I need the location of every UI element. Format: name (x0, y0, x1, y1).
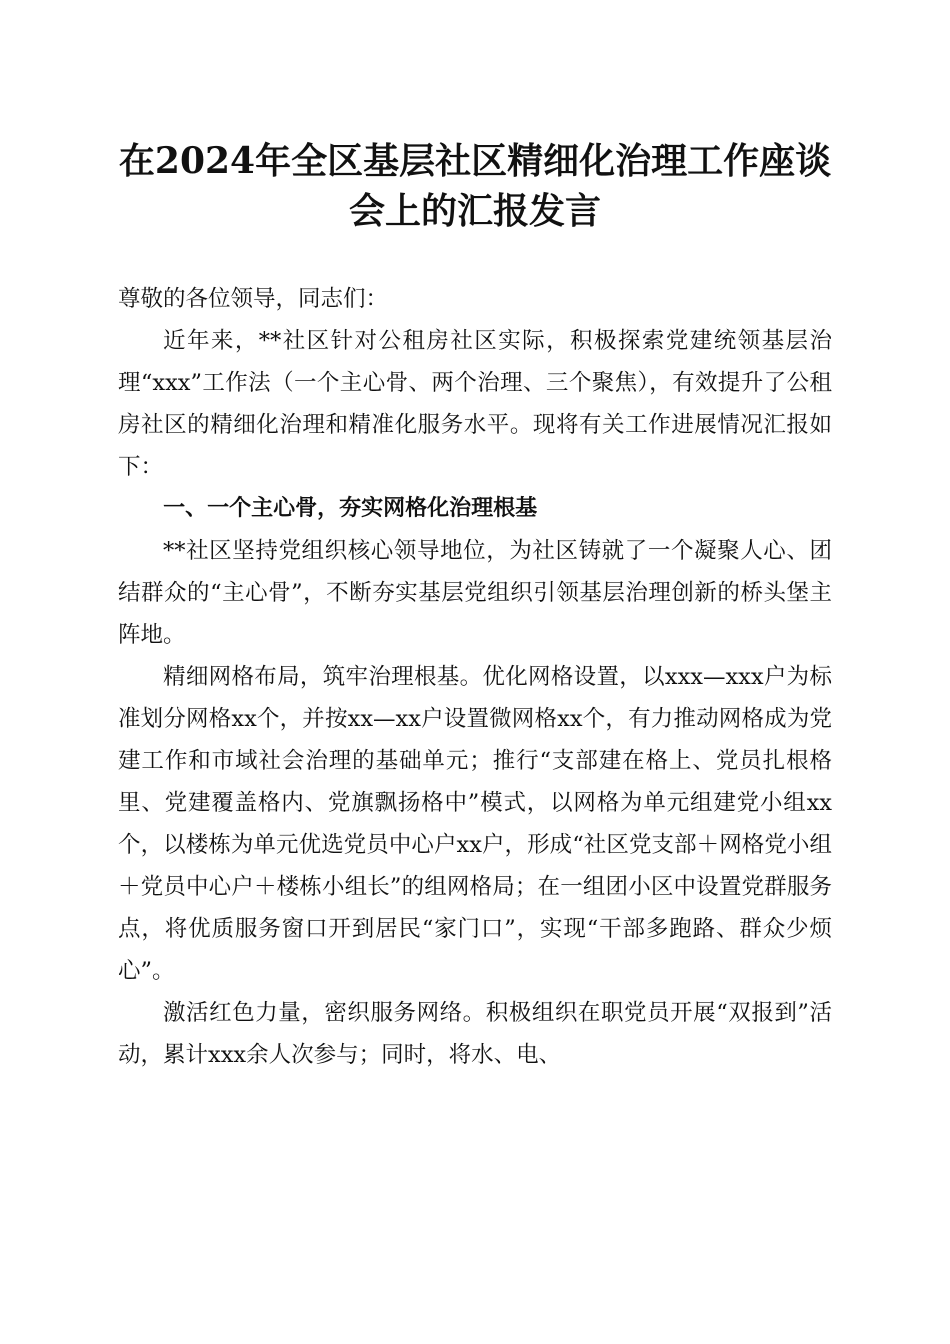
title-line-2: 会上的汇报发言 (348, 190, 601, 232)
salutation: 尊敬的各位领导，同志们： (118, 286, 389, 312)
section-1-paragraph-1: **社区坚持党组织核心领导地位，为社区铸就了一个凝聚人心、团结群众的“主心骨”，不断夯实基层党组织引领基层治理创新的桥头堡主阵地。 (118, 538, 832, 648)
section-1-paragraph-2: 精细网格布局，筑牢治理根基。优化网格设置，以xxx—xxx户为标准划分网格xx个，并按xx—xx户设置微网格xx个，有力推动网格成为党建工作和市域社会治理的基础单元；推行“支部建在格上、党员扎根格里、党建覆盖格内、党旗飘扬格中”模式，以网格为单元组建党小组xx个，以楼栋为单元优选党员中心户xx户，形成“社区党支部＋网格党小组＋党员中心户＋楼栋小组长”的组网格局；在一组团小区中设置党群服务点，将优质服务窗口开到居民“家门口”，实现“干部多跑路、群众少烦心”。 (118, 664, 832, 984)
section-1-paragraph-3: 激活红色力量，密织服务网络。积极组织在职党员开展“双报到”活动，累计xxx余人次参与；同时，将水、电、 (118, 1000, 832, 1068)
section-heading-1: 一、一个主心骨，夯实网格化治理根基 (163, 496, 538, 521)
document-body (118, 278, 832, 1076)
intro-paragraph: 近年来，**社区针对公租房社区实际，积极探索党建统领基层治理“xxx”工作法（一个主心骨、两个治理、三个聚焦），有效提升了公租房社区的精细化治理和精准化服务水平。现将有关工作进展情况汇报如下： (118, 328, 832, 480)
document-title (100, 136, 850, 236)
title-line-1: 在2024年全区基层社区精细化治理工作座谈 (118, 140, 832, 182)
